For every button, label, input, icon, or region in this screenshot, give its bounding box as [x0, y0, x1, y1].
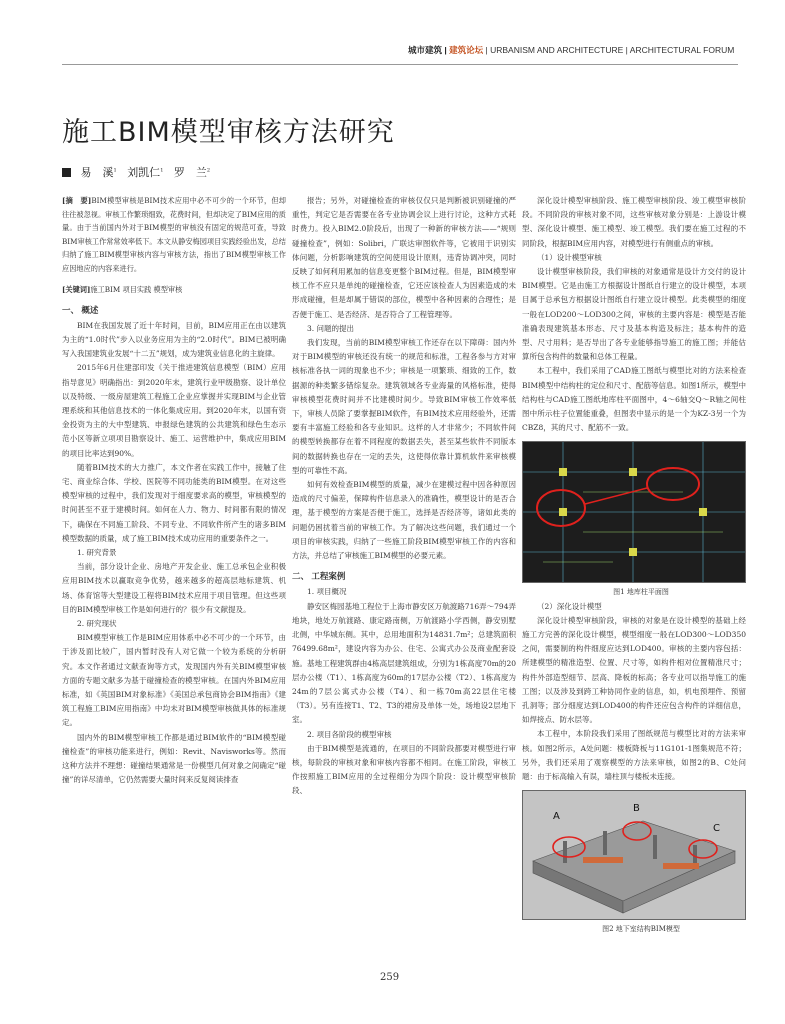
body-paragraph: 设计模型审核阶段，我们审核的对象通常是设计方交付的设计BIM模型。它是由施工方根据设计图纸自行建立的设计模型，本项目属于总承包方根据设计图纸自行建立设计模型。此类模型的细度一般在LOD200～LOD300之间，审核的主要内容是：模型是否能准确表现建筑基本形态、尺寸及基本构造及标注；基本构件的造型、尺寸用料；是否导出了各专业能够指导施工的施工图；并能估算所包含构件的数量和总体工程量。: [522, 267, 746, 362]
body-paragraph: BIM模型审核工作是BIM应用体系中必不可少的一个环节，由于涉及面比较广，国内暂时没有人对它做一个较为系统的分析研究。本文作者通过文献查询等方式，发现国内外有关BIM模型审核方面的专题文献多为基于碰撞检查的模型审核。在国内外BIM应用标准，如《英国BIM对象标准》《美国总承包商协会BIM指南》《建筑工程施工BIM应用指南》中均未对BIM模型审核做具体的标准规定。: [62, 633, 286, 728]
body-paragraph: 报告；另外，对碰撞检查的审核仅仅只是判断被识别碰撞的严重性，判定它是否需要在各专业协调会议上进行讨论，这种方式耗时费力。投入BIM2.0阶段后，出现了一种新的审核方法——“规则碰撞检查”，例如：Solibri，广联达审图软件等，它被用于识别实体问题，分析影响建筑的空间使用设计原则，违背协调冲突，同时反映了如何利用累加的信息变更整个BIM过程。但是，BIM模型审核工作不应只是单纯的碰撞检查，它还应该检查人为因素造成的未形成碰撞，但是却属于错误的部位，模型中各种因素的合理性；是否便于施工、是否经济、是否符合了工程管理等。: [292, 196, 516, 319]
body-paragraph: 由于BIM模型是流通的，在项目的不同阶段都要对模型进行审核，每阶段的审核对象和审核内容都不相同。在施工阶段，审核工作按照施工BIM应用的全过程细分为四个阶段：设计模型审核阶段、: [292, 743, 516, 796]
figure-2-caption: 图2 地下室结构BIM模型: [602, 925, 680, 934]
body-paragraph: 国内外的BIM模型审核工作都是通过BIM软件的“BIM模型碰撞检查”的审核功能来进行，例如：Revit、Navisworks等。然而这种方法并不理想：碰撞结果通常是一份模型几何对象之间确定“碰撞”的详尽清单，它仍然需要大量时间来反复阅读排查: [62, 732, 286, 785]
body-paragraph: 本工程中，我们采用了CAD施工图纸与模型比对的方法来检查BIM模型中结构柱的定位和尺寸、配筋等信息。如图1所示，模型中结构柱与CAD施工图纸地库柱平面图中，4～6轴交Q～R轴之间柱图中所示柱子位置能重叠，但图表中显示的是一个为KZ-3另一个为CBZ8，其的尺寸、配筋不一致。: [522, 366, 746, 433]
figure-2-basement-model: [522, 790, 746, 920]
figure-1-caption: 图1 地库柱平面图: [613, 588, 669, 597]
basement-model-render: [523, 791, 745, 919]
section-heading: （1）设计模型审核: [537, 252, 602, 262]
section-heading: 二、 工程案例: [292, 571, 346, 582]
keywords: [关键词]施工BIM 项目实践 模型审核: [62, 285, 183, 294]
body-paragraph: 静安区梅园基地工程位于上海市静安区万航渡路716弄～794弄地块，地处万航渡路、康定路南侧，万航渡路小学西侧，静安别墅北侧，中华城东侧。其中，总用地面积为14831.7m²；总建筑面积76499.68m²，建设内容为办公、住宅、公寓式办公及商业配套设施。基地工程建筑群由4栋高层建筑组成，分别为1栋高度70m的20层办公楼（T1）、1栋高度为60m的17层办公楼（T2）、1栋高度为24m的7层公寓式办公楼（T4）、和一栋70m高22层住宅楼（T3）。另有连接T1、T2、T3的裙房及单体一处，场地设2层地下室。: [292, 601, 516, 725]
column-3: [522, 194, 746, 937]
journal-category-en: URBANISM AND ARCHITECTURE: [490, 45, 624, 55]
abstract: [摘 要]BIM模型审核是BIM技术应用中必不可少的一个环节，但却往往被忽视。审核工作繁琐细致，花费时间，但却决定了BIM应用的质量。由于当前国内外对于BIM模型的审核没有固定的规范可查，导致BIM审核工作常常效率低下。本文从静安梅园项目实践经验出发，总结归纳了施工BIM模型审核内容与审核方法，指出了BIM模型审核工作应因地应的内容来进行。: [62, 196, 286, 273]
author-name: 易 溪: [80, 166, 114, 179]
section-heading: 1. 项目概况: [307, 587, 347, 597]
journal-header: 城市建筑 | 建筑论坛 | URBANISM AND ARCHITECTURE | ARCHITECTURAL FORUM: [408, 45, 735, 55]
author-marker-icon: [62, 168, 71, 177]
marker-a: A: [553, 811, 560, 823]
journal-column: 建筑论坛: [449, 45, 484, 55]
body-paragraph: 本工程中，本阶段我们采用了图纸规范与模型比对的方法来审核。如图2所示，A处问题：楼板降板与11G101-1图集规范不符；另外，我们还采用了观察模型的方法来审核，如图2的B、C处问题：由于标高输入有误，墙柱顶与楼板未连接。: [522, 729, 746, 782]
journal-column-en: ARCHITECTURAL FORUM: [629, 45, 735, 55]
body-paragraph: 深化设计模型审核阶段，审核的对象是在设计模型的基础上经施工方完善的深化设计模型，模型细度一般在LOD300～LOD350之间，需要制的构件细度应达到LOD400。审核的主要内容包括：所建模型的精准造型、位置、尺寸等，如构件相对位置精准尺寸；构件外部造型细节、层高、降板的标高；各专业可以指导施工的施工图；以及涉及到跨工种协同作业的信息，如，机电预埋件、预留孔洞等；部分细度达到LOD400的构件还应包含构件的详细信息，如焊接点、防水层等。: [522, 615, 746, 725]
column-plan-drawing: [523, 442, 745, 582]
header-divider: [62, 64, 738, 65]
marker-c: C: [713, 823, 720, 835]
body-paragraph: 如何有效检查BIM模型的质量，减少在建模过程中因各种原因造成的尺寸偏差，保障构件信息录入的准确性，模型设计的是否合理，基于模型的方案是否便于施工，选择是否经济等，诸如此类的问题仍困扰着当前的审核工作。为了解决这些问题，我们通过一个项目的审核实践，归纳了一些施工阶段BIM模型审核工作的内容和方法，并总结了审核施工BIM模型的必要元素。: [292, 480, 516, 561]
body-paragraph: 我们发现，当前的BIM模型审核工作还存在以下障碍：国内外对于BIM模型的审核还没有统一的规范和标准，工程各参与方对审核标准各执一词的现象也不少；审核是一项繁琐、细致的工作，数据源的种类繁多错综复杂。建筑领域各专业海量的风格标准，使得审核模型花费时间并不比建模时间少。导致BIM审核工作效率低下，审核人员除了要掌握BIM软件，有BIM技术应用经验外，还需要有丰富施工经验和各专业知识。这样的人才非常少；不同软件间的模型转换都存在着不同程度的数据丢失，甚至某些软件不同版本间的数据转换也存在一定的丢失，这使得依靠计算机软件来审核模型的可靠性不高。: [292, 338, 516, 475]
figure-1-column-plan: [522, 441, 746, 583]
paper-title: 施工BIM模型审核方法研究: [62, 117, 395, 148]
author-line: 易 溪$^1$ 刘凯仁$^1$ 罗 兰$^2$: [62, 164, 210, 180]
journal-category: 城市建筑: [408, 45, 443, 55]
author-name: 罗 兰: [173, 166, 207, 179]
column-2: [292, 194, 516, 799]
section-heading: 一、 概述: [62, 304, 99, 315]
body-paragraph: 随着BIM技术的大力推广，本文作者在实践工作中，接触了住宅、商业综合体、学校、医院等不同功能类的BIM模型。在对这些模型审核的过程中，我们发现对于细度要求高的模型，审核模型的时间甚至不亚于建模时间。如何在人力、物力、时间都有限的情况下，确保在不同施工阶段、不同专业、不同软件所产生的诸多BIM模型数据的质量，成了施工BIM技术成功应用的重要条件之一。: [62, 462, 286, 543]
section-heading: 2. 项目各阶段的模型审核: [307, 729, 392, 739]
section-heading: 3. 问题的提出: [307, 323, 355, 333]
marker-b: B: [633, 803, 640, 815]
body-paragraph: 当前，部分设计企业、房地产开发企业、施工总承包企业积极应用BIM技术以赢取竞争优势，越来越多的超高层地标建筑、机场、体育馆等大型建设工程将BIM技术应用于项目管理。但这些项目的BIM模型审核工作是如何进行的？很少有文献提及。: [62, 562, 286, 614]
author-name: 刘凯仁: [127, 166, 161, 179]
section-heading: （2）深化设计模型: [537, 601, 602, 611]
column-1: [62, 194, 286, 787]
section-heading: 1. 研究背景: [77, 547, 117, 557]
body-paragraph: BIM在我国发展了近十年时间，目前，BIM应用正在由以建筑为主的“1.0时代”步入以业务应用为主的“2.0时代”。BIM已被明确写入我国建筑业发展“十二五”规划，成为建筑业信息化的主旋律。: [62, 320, 286, 359]
body-paragraph: 深化设计模型审核阶段、施工模型审核阶段、竣工模型审核阶段。不同阶段的审核对象不同，这些审核对象分别是：上游设计模型、深化设计模型、施工模型、竣工模型。我们要在施工过程的不同阶段，根据BIM应用内容，对模型进行有侧重点的审核。: [522, 196, 746, 248]
section-heading: 2. 研究现状: [77, 618, 117, 628]
body-paragraph: 2015年6月住建部印发《关于推进建筑信息模型（BIM）应用指导意见》明确指出：到2020年末，建筑行业甲级勘察、设计单位以及特级、一级房屋建筑工程施工企业应掌握并实现BIM与企业管理系统和其他信息技术的一体化集成应用。到2020年末，以国有资金投资为主的大中型建筑、申报绿色建筑的公共建筑和绿色生态示范小区等新立项项目勘察设计、施工、运营维护中，集成应用BIM的项目比率达到90%。: [62, 363, 286, 458]
page-number: 259: [380, 972, 400, 983]
